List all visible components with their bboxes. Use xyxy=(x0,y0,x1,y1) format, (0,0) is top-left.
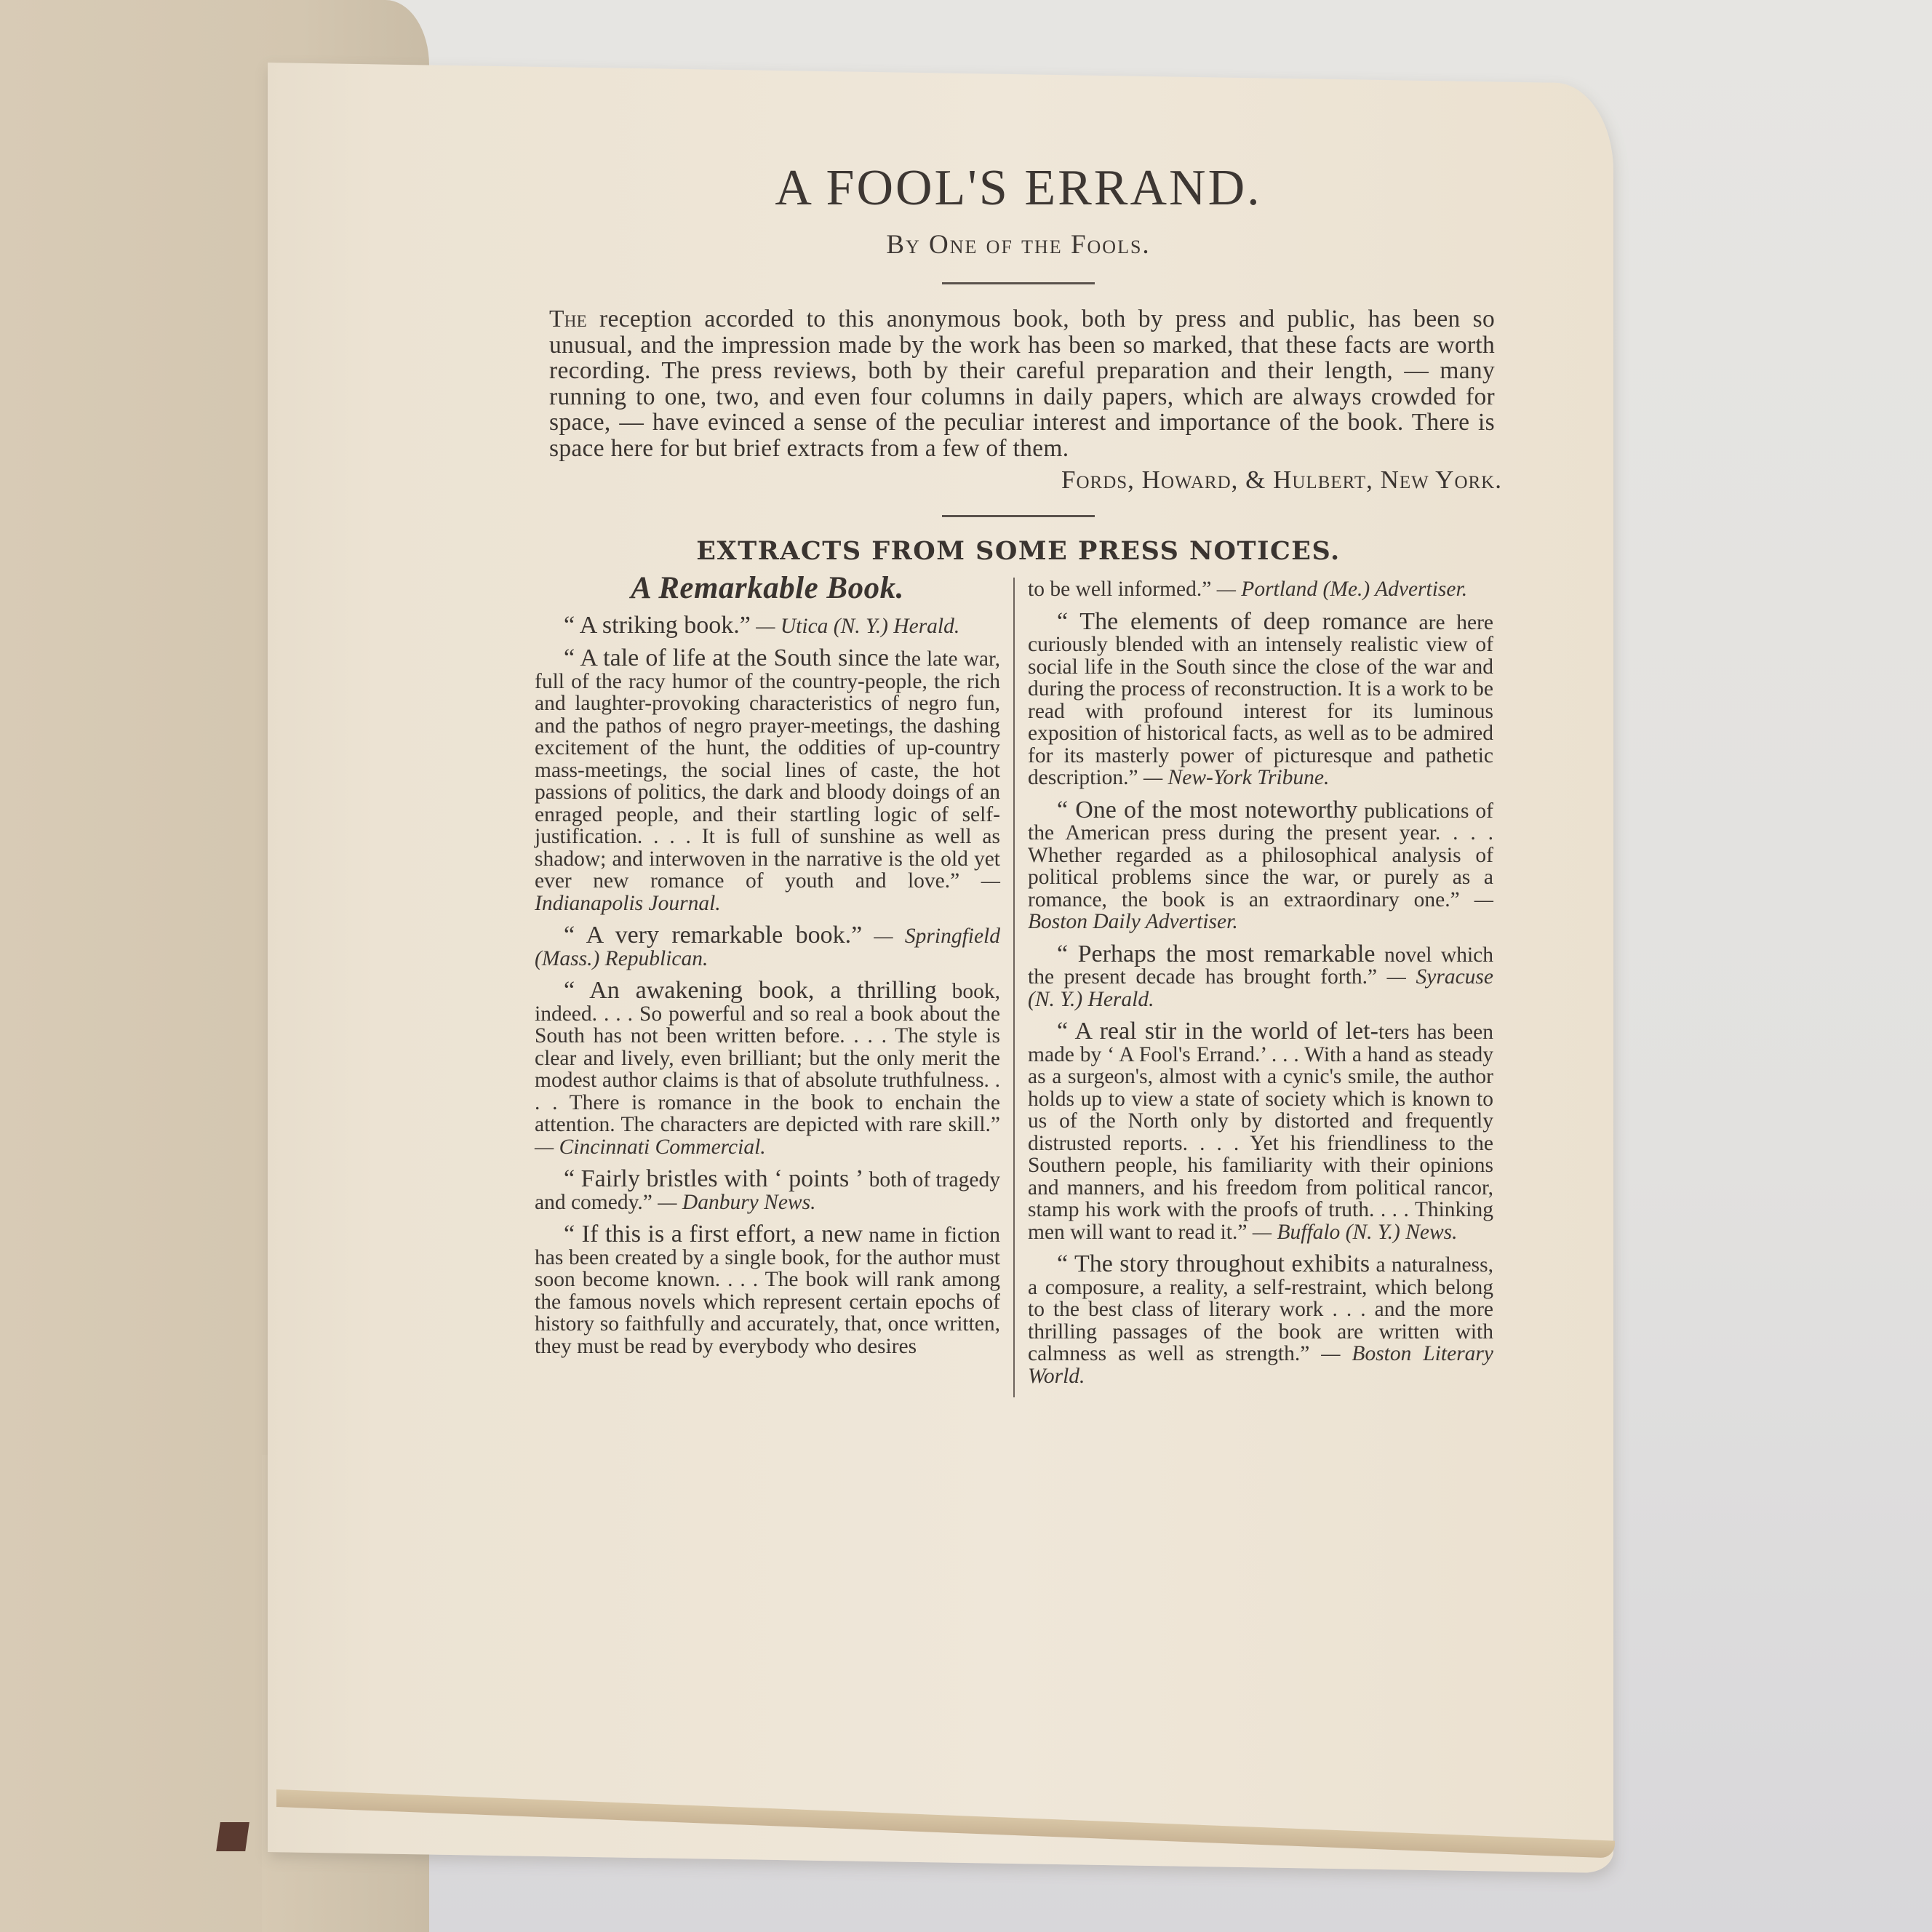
quote-source: — Springfield (Mass.) Republican. xyxy=(535,925,1000,970)
quote-opening: “ If this is a first effort, a new xyxy=(564,1221,863,1248)
quote-body: both of tragedy and comedy.” xyxy=(535,1168,1000,1214)
right-quote-list xyxy=(1028,578,1493,1387)
quote-source: — Utica (N. Y.) Herald. xyxy=(750,614,960,638)
press-notices-columns xyxy=(535,571,1502,1397)
intro-paragraph xyxy=(549,306,1495,461)
quote-source: — Syracuse (N. Y.) Herald. xyxy=(1028,965,1493,1011)
quote-body: book, indeed. . . . So powerful and so real a book about the South has not been written before. . . . The style is clear and lively, even brilliant; but the only merit the modest author claims is that of absolute truthfulness. . . . There is romance in the book to enchain the attention. The characters are depicted with rare skill.” xyxy=(535,980,1001,1136)
quote-body: a naturalness, a composure, a reality, a self-restraint, which belong to the best class of literary work . . . and the more thrilling passages of the book are written with calmness as well as strength.” xyxy=(1028,1253,1493,1365)
book-subtitle: By One of the Fools. xyxy=(886,230,1151,260)
quote-opening: “ Perhaps the most remarkable xyxy=(1057,940,1376,967)
quote-opening: “ Fairly bristles with ‘ points ’ xyxy=(564,1165,864,1192)
press-quote xyxy=(535,1221,1000,1358)
quote-source: — Boston Daily Advertiser. xyxy=(1028,887,1493,933)
divider-rule xyxy=(942,515,1095,517)
quote-opening: “ A very remarkable book.” xyxy=(564,922,863,949)
quote-opening: “ A striking book.” xyxy=(564,611,751,639)
press-quote xyxy=(1028,940,1494,1011)
quote-body: novel which the present decade has brought forth.” xyxy=(1028,943,1494,989)
quote-body: publications of the American press during the present year. . . . Whether regarded as a philosophical analysis of political problems since the war, or purely as a romance, the book is an extraordinary one.” xyxy=(1028,799,1493,911)
quote-opening: “ A real stir in the world of let- xyxy=(1057,1018,1378,1045)
quote-body: are here curiously blended with an intensely realistic view of social life in the South since the close of the war and during the process of reconstruction. It is a work to be read with profound interest for its luminous exposition of historical facts, as well as to be admired for its masterly power of picturesque and pathetic description.” xyxy=(1028,610,1493,789)
section-title: EXTRACTS FROM SOME PRESS NOTICES. xyxy=(696,536,1341,566)
press-quote xyxy=(1028,607,1493,789)
quote-opening: “ The story throughout exhibits xyxy=(1057,1250,1370,1277)
quote-source: — Buffalo (N. Y.) News. xyxy=(1247,1220,1458,1244)
quote-source: — Indianapolis Journal. xyxy=(535,869,1000,915)
press-quote xyxy=(1028,1018,1493,1244)
quote-opening: “ An awakening book, a thrilling xyxy=(564,977,937,1004)
quote-body: the late war, full of the racy humor of the country-people, the rich and laughter-provoking characteristics of negro fun, and the pathos of negro prayer-meetings, the dashing excitement of the hunt, the oddities of up-country mass-meetings, the social lines of caste, the hot passions of politics, the dark and bloody doings of an enraged people, and their startling logic of self-justification. . . . It is full of sunshine as well as shadow; and interwoven in the narrative is the old yet ever new romance of youth and love.” xyxy=(535,647,1000,893)
book-title: A FOOL'S ERRAND. xyxy=(775,160,1262,216)
left-quote-list xyxy=(535,611,1001,1358)
right-column xyxy=(1013,578,1493,1397)
quote-opening: “ The elements of deep romance xyxy=(1057,607,1408,635)
press-quote xyxy=(535,644,1000,915)
quote-source: — Portland (Me.) Advertiser. xyxy=(1211,578,1468,601)
divider-rule xyxy=(942,282,1095,284)
quote-source: — New-York Tribune. xyxy=(1138,766,1330,789)
press-quote xyxy=(1028,1250,1494,1388)
quote-source: — Cincinnati Commercial. xyxy=(535,1135,766,1159)
quote-source: — Danbury News. xyxy=(652,1190,816,1214)
left-column xyxy=(535,571,1013,1397)
press-quote xyxy=(535,977,1001,1159)
quote-opening: “ One of the most noteworthy xyxy=(1057,796,1358,823)
quote-body: to be well informed.” xyxy=(1028,578,1212,601)
quote-opening: “ A tale of life at the South since xyxy=(564,644,889,671)
publisher-line: Fords, Howard, & Hulbert, New York. xyxy=(1061,466,1502,494)
quote-source: — Boston Literary World. xyxy=(1028,1342,1494,1388)
column-headline: A Remarkable Book. xyxy=(631,571,904,605)
intro-text: reception accorded to this anonymous book, both by press and public, has been so unusual, and the impression made by the work has been so marked, that these facts are worth recording. The press reviews, both by their careful preparation and their length, — many running to one, two, and even four columns in daily papers, which are always crowded for space, — have evinced a sense of the peculiar interest and importance of the book. There is space here for but brief extracts from a few of them. xyxy=(549,306,1495,462)
press-quote xyxy=(535,611,1000,639)
press-quote xyxy=(535,1165,1000,1214)
quote-body: name in fiction has been created by a single book, for the author must soon become known. . . . The book will rank among the famous novels which represent certain epochs of history so faithfully and accurately, that, once written, they must be read by everybody who desires xyxy=(535,1224,1000,1358)
quote-body: ters has been made by ‘ A Fool's Errand.’ . . . With a hand as steady as a surgeon's, almost with a cynic's smile, the author holds up to view a state of society which is known to us of the North only by distorted and frequently distrusted reports. . . . Yet his friendliness to the Southern people, his familiarity with their opinions and manners, and his freedom from political rancor, stamp his work with the proofs of truth. . . . Thinking men will want to read it.” xyxy=(1028,1021,1493,1244)
cover-corner xyxy=(216,1822,250,1851)
intro-lead: The xyxy=(549,306,588,332)
press-quote xyxy=(535,922,1000,970)
press-quote xyxy=(1028,578,1493,601)
page-content xyxy=(535,160,1502,1397)
press-quote xyxy=(1028,796,1493,933)
